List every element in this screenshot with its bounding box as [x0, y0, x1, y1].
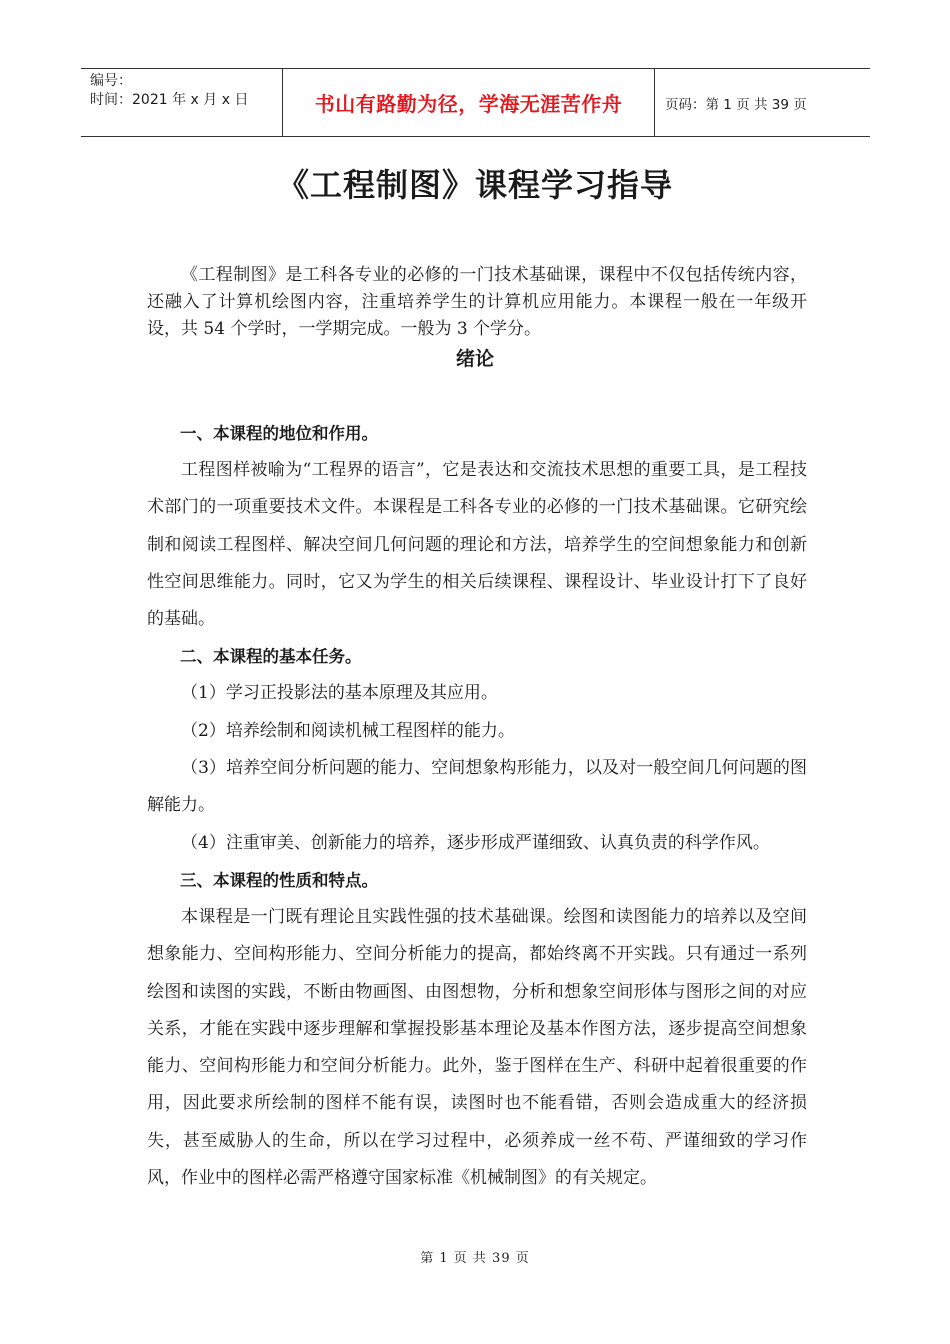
number-label: 编号：: [90, 73, 132, 89]
motto-text: 书山有路勤为径，学海无涯苦作舟: [314, 92, 623, 116]
document-title: 《工程制图》课程学习指导: [276, 166, 673, 204]
list-item: （4）注重审美、创新能力的培养，逐步形成严谨细致、认真负责的科学作风。: [181, 832, 770, 853]
header-page-cell: [655, 69, 870, 136]
list-item: （2）培养绘制和阅读机械工程图样的能力。: [181, 720, 515, 741]
section-heading: 三、本课程的性质和特点。: [180, 870, 378, 890]
list-item: （3）培养空间分析问题的能力、空间想象构形能力，以及对一般空间几何问题的图解能力。: [147, 758, 807, 816]
list-item: （1）学习正投影法的基本原理及其应用。: [181, 683, 498, 704]
page-footer: 第 1 页 共 39 页: [420, 1251, 530, 1266]
header-left-cell: [81, 69, 283, 136]
section-paragraph: 工程图样被喻为“工程界的语言”，它是表达和交流技术思想的重要工具，是工程技术部门的一项重要技术文件。本课程是工科各专业的必修的一门技术基础课。它研究绘制和阅读工程图样、解决空间几何问题的理论和方法，培养学生的空间想象能力和创新性空间思维能力。同时，它又为学生的相关后续课程、课程设计、毕业设计打下了良好的基础。: [147, 460, 807, 630]
chapter-title: 绪论: [455, 348, 494, 370]
time-label: 时间：2021 年 x 月 x 日: [90, 92, 249, 108]
body-block: [147, 415, 807, 1197]
intro-paragraph: 《工程制图》是工科各专业的必修的一门技术基础课，课程中不仅包括传统内容，还融入了计算机绘图内容，注重培养学生的计算机应用能力。本课程一般在一年级开设，共 54 个学时，一学期完成。一般为 3 个学分。: [147, 265, 807, 339]
page-label: 页码：第 1 页 共 39 页: [665, 96, 807, 113]
section-heading: 一、本课程的地位和作用。: [180, 424, 378, 443]
section-paragraph: 本课程是一门既有理论且实践性强的技术基础课。绘图和读图能力的培养以及空间想象能力、空间构形能力、空间分析能力的提高，都始终离不开实践。只有通过一系列绘图和读图的实践，不断由物画图、由图想物，分析和想象空间形体与图形之间的对应关系，才能在实践中逐步理解和掌握投影基本理论及基本作图方法，逐步提高空间想象能力、空间构形能力和空间分析能力。此外，鉴于图样在生产、科研中起着很重要的作用，因此要求所绘制的图样不能有误，读图时也不能看错，否则会造成重大的经济损失，甚至威胁人的生命，所以在学习过程中，必须养成一丝不苟、严谨细致的学习作风，作业中的图样必需严格遵守国家标准《机械制图》的有关规定。: [147, 906, 807, 1189]
header-motto-cell: [283, 69, 655, 136]
section-heading: 二、本课程的基本任务。: [180, 647, 362, 667]
intro-block: [147, 262, 807, 343]
header-table: [81, 68, 870, 137]
